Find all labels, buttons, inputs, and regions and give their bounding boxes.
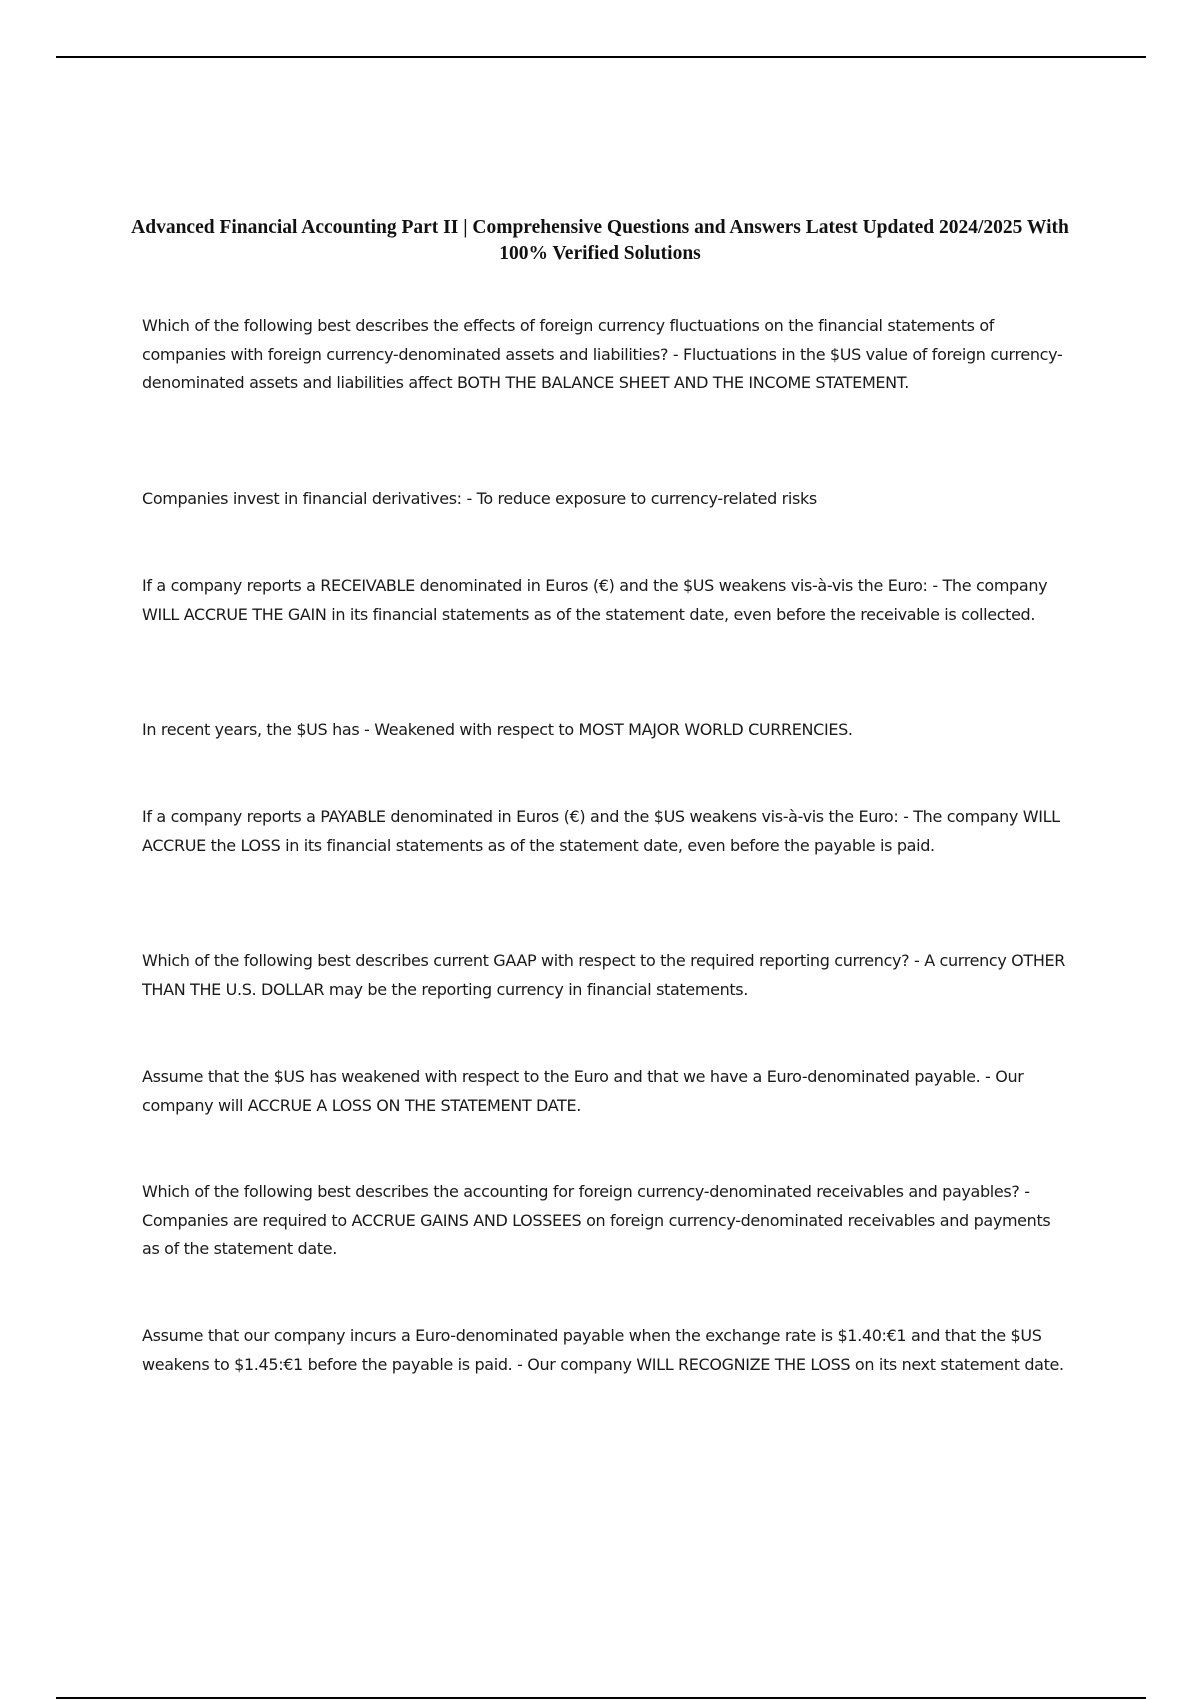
footer-rule	[56, 1697, 1146, 1699]
qa-item-6: Which of the following best describes current GAAP with respect to the required reporting currency? - A currency OTHER THAN THE U.S. DOLLAR may be the reporting currency in financial statements.	[142, 951, 1066, 999]
qa-item-7: Assume that the $US has weakened with respect to the Euro and that we have a Euro-denominated payable. - Our company will ACCRUE A LOSS ON THE STATEMENT DATE.	[142, 1067, 1024, 1115]
qa-item-2: Companies invest in financial derivatives: - To reduce exposure to currency-related risks	[142, 489, 817, 508]
qa-item-5: If a company reports a PAYABLE denominated in Euros (€) and the $US weakens vis-à-vis the Euro: - The company WILL ACCRUE the LOSS in its financial statements as of the statement date, even before the payable is paid.	[142, 807, 1060, 855]
qa-item-8: Which of the following best describes the accounting for foreign currency-denominated receivables and payables? - Companies are required to ACCRUE GAINS AND LOSSEES on foreign currency-denominated receivables and payments as of the statement date.	[142, 1182, 1051, 1258]
qa-item-1: Which of the following best describes the effects of foreign currency fluctuations on the financial statements of companies with foreign currency-denominated assets and liabilities? - Fluctuations in the $US value of foreign currency-denominated assets and liabilities affect BOTH THE BALANCE SHEET AND THE INCOME STATEMENT.	[142, 316, 1063, 392]
qa-item-4: In recent years, the $US has - Weakened with respect to MOST MAJOR WORLD CURRENCIES.	[142, 720, 853, 739]
qa-item-3: If a company reports a RECEIVABLE denominated in Euros (€) and the $US weakens vis-à-vis the Euro: - The company WILL ACCRUE THE GAIN in its financial statements as of the statement date, even before the receivable is collected.	[142, 576, 1048, 624]
qa-item-9: Assume that our company incurs a Euro-denominated payable when the exchange rate is $1.40:€1 and that the $US weakens to $1.45:€1 before the payable is paid. - Our company WILL RECOGNIZE THE LOSS on its next statement date.	[142, 1326, 1064, 1374]
document-title: Advanced Financial Accounting Part II | Comprehensive Questions and Answers Latest Updated 2024/2025 With 100% Verified Solutions	[131, 217, 1069, 264]
header-rule	[56, 56, 1146, 58]
